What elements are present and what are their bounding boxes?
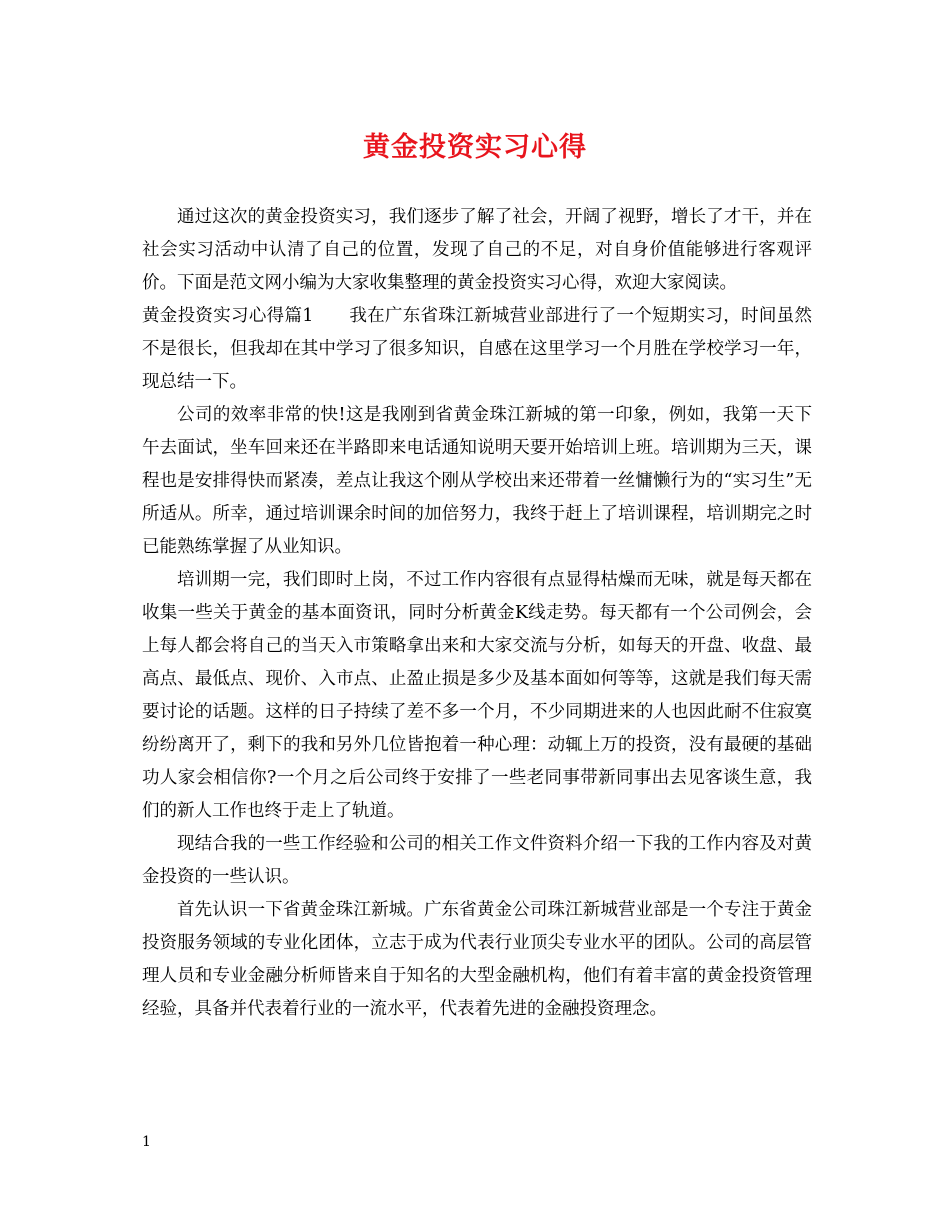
- paragraph-work-intro: 现结合我的一些工作经验和公司的相关工作文件资料介绍一下我的工作内容及对黄金投资的一些认识。: [142, 834, 812, 887]
- page-number: 1: [142, 1134, 151, 1150]
- paragraph-training: 培训期一完，我们即时上岗，不过工作内容很有点显得枯燥而无味，就是每天都在收集一些关于黄金的基本面资讯，同时分析黄金K线走势。每天都有一个公司例会，会上每人都会将自己的当天入市策略拿出来和大家交流与分析，如每天的开盘、收盘、最高点、最低点、现价、入市点、止盈止损是多少及基本面如何等等，这就是我们每天需要讨论的话题。这样的日子持续了差不多一个月，不少同期进来的人也因此耐不住寂寞纷纷离开了，剩下的我和另外几位皆抱着一种心理：动辄上万的投资，没有最硬的基础功人家会相信你?一个月之后公司终于安排了一些老同事带新同事出去见客谈生意，我们的新人工作也终于走上了轨道。: [142, 570, 812, 821]
- paragraph-section-1: 黄金投资实习心得篇1 我在广东省珠江新城营业部进行了一个短期实习，时间虽然不是很长，但我却在其中学习了很多知识，自感在这里学习一个月胜在学校学习一年，现总结一下。: [142, 306, 812, 392]
- paragraph-company: 首先认识一下省黄金珠江新城。广东省黄金公司珠江新城营业部是一个专注于黄金投资服务领域的专业化团体，立志于成为代表行业顶尖专业水平的团队。公司的高层管理人员和专业金融分析师皆来自于知名的大型金融机构，他们有着丰富的黄金投资管理经验，具备并代表着行业的一流水平，代表着先进的金融投资理念。: [142, 900, 812, 1019]
- paragraph-intro: 通过这次的黄金投资实习，我们逐步了解了社会，开阔了视野，增长了才干，并在社会实习活动中认清了自己的位置，发现了自己的不足，对自身价值能够进行客观评价。下面是范文网小编为大家收集整理的黄金投资实习心得，欢迎大家阅读。: [142, 207, 812, 293]
- document-body: [142, 201, 812, 1026]
- paragraph-efficiency: 公司的效率非常的快!这是我刚到省黄金珠江新城的第一印象，例如，我第一天下午去面试，坐车回来还在半路即来电话通知说明天要开始培训上班。培训期为三天，课程也是安排得快而紧凑，差点让我这个刚从学校出来还带着一丝慵懒行为的“实习生”无所适从。所幸，通过培训课余时间的加倍努力，我终于赶上了培训课程，培训期完之时已能熟练掌握了从业知识。: [142, 405, 812, 557]
- document-title: 黄金投资实习心得: [363, 132, 587, 163]
